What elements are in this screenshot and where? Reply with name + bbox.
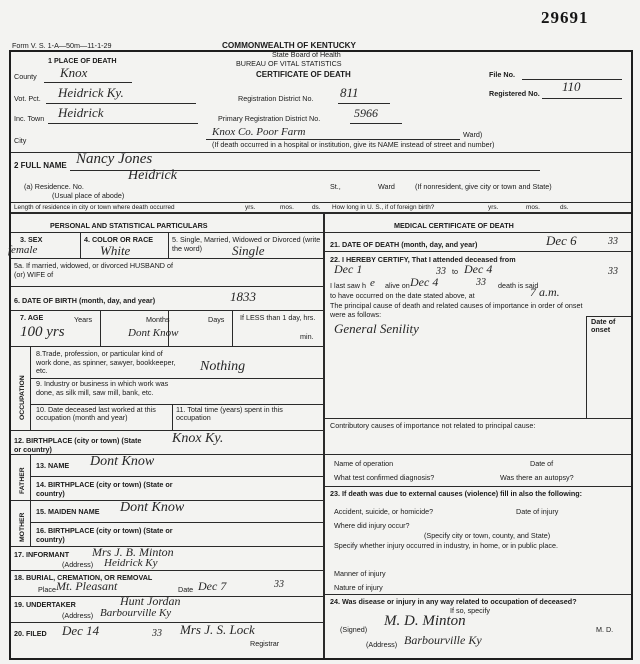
label-hospital-note: (If death occurred in a hospital or institution, give its NAME instead of street and number): [212, 140, 495, 149]
value-informant: Mrs J. B. Minton: [92, 545, 174, 559]
value-date-of-death: Dec 6: [546, 233, 577, 248]
value-informant-address: Heidrick Ky: [104, 557, 158, 569]
label-registration-district: Registration District No.: [238, 94, 314, 103]
value-attended-from-year: 33: [436, 266, 446, 277]
label-autopsy: Was there an autopsy?: [500, 473, 574, 482]
label-death-said: death is said: [498, 281, 539, 290]
label-residence: (a) Residence. No.: [24, 182, 84, 191]
label-test-confirmed: What test confirmed diagnosis?: [334, 473, 435, 482]
label-date-of: Date of: [530, 459, 554, 468]
label-primary-registration: Primary Registration District No.: [218, 114, 321, 123]
value-registration-district: 811: [340, 85, 359, 100]
label-where-injury: Where did injury occur?: [334, 521, 410, 530]
label-age-months: Months: [146, 315, 170, 324]
label-us-yrs: yrs.: [488, 204, 499, 211]
value-marital: Single: [232, 243, 265, 258]
label-contributory: Contributory causes of importance not related to principal cause:: [330, 421, 536, 430]
label-to: to: [452, 267, 458, 276]
label-date-of-onset: Date of onset: [591, 317, 616, 334]
label-filed: 20. FILED: [14, 629, 47, 638]
label-burial: 18. BURIAL, CREMATION, OR REMOVAL: [14, 573, 153, 582]
label-length-yrs: yrs.: [245, 204, 256, 211]
label-color: 4. COLOR OR RACE: [84, 235, 154, 244]
value-father-name: Dont Know: [90, 454, 155, 469]
label-name-operation: Name of operation: [334, 459, 394, 468]
value-attended-from: Dec 1: [334, 262, 363, 276]
header-commonwealth: COMMONWEALTH OF KENTUCKY: [222, 41, 357, 50]
label-husband-wife: 5a. If married, widowed, or divorced HUSBAND of (or) WIFE of: [14, 261, 173, 279]
label-us-ds: ds.: [560, 204, 569, 211]
label-age: 7. AGE: [20, 313, 44, 322]
label-file-no: File No.: [489, 70, 515, 79]
label-father-name: 13. NAME: [36, 461, 70, 470]
value-age-months: Dont Know: [128, 327, 179, 339]
label-father-vertical: FATHER: [19, 467, 26, 494]
label-mother-maiden: 15. MAIDEN NAME: [36, 507, 100, 516]
label-full-name: 2 FULL NAME: [14, 161, 67, 170]
label-marital: 5. Single, Married, Widowed or Divorced (write the word): [172, 235, 321, 253]
label-length-ds: ds.: [312, 204, 321, 211]
label-disease-occupation: 24. Was disease or injury in any way related to occupation of deceased?: [330, 597, 577, 606]
label-burial-date: Date: [178, 585, 194, 594]
label-trade: 8.Trade, profession, or particular kind of work done, as spinner, sawyer, bookkeeper, etc.: [36, 349, 176, 375]
label-age-years: Years: [74, 315, 93, 324]
value-undertaker-address: Barbourville Ky: [100, 607, 172, 619]
label-nature-injury: Nature of injury: [334, 583, 383, 592]
label-md: M. D.: [596, 625, 614, 634]
label-specify-industry: Specify whether injury occurred in industry, in home, or in public place.: [334, 541, 558, 550]
label-mother-vertical: MOTHER: [19, 512, 26, 542]
value-age-years: 100 yrs: [20, 324, 65, 340]
value-filed-date: Dec 14: [62, 623, 100, 638]
value-cause-of-death: General Senility: [334, 321, 419, 336]
label-if-so: If so, specify: [450, 606, 490, 615]
label-alive-on: alive on: [385, 281, 410, 290]
header-certificate-of-death: CERTIFICATE OF DEATH: [256, 70, 351, 79]
label-occupation-vertical: OCCUPATION: [19, 375, 26, 420]
value-burial-date: Dec 7: [198, 579, 227, 593]
label-burial-place: Place: [38, 585, 56, 594]
value-inc-town: Heidrick: [58, 105, 104, 120]
value-date-of-birth: 1833: [230, 289, 256, 304]
medical-certificate-title: MEDICAL CERTIFICATE OF DEATH: [394, 221, 514, 230]
place-of-death-title: 1 PLACE OF DEATH: [48, 56, 117, 65]
value-filed-year: 33: [152, 628, 162, 639]
value-color: White: [100, 243, 131, 258]
label-date-last-worked: 10. Date deceased last worked at this occupation (month and year): [36, 405, 156, 422]
label-undertaker-address: (Address): [62, 611, 94, 620]
value-attended-to-year: 33: [608, 266, 618, 277]
label-date-of-birth: 6. DATE OF BIRTH (month, day, and year): [14, 296, 156, 305]
value-undertaker: Hunt Jordan: [120, 594, 181, 608]
value-vot-pct: Heidrick Ky.: [58, 85, 124, 100]
label-us-mos: mos.: [526, 204, 540, 211]
label-date-injury: Date of injury: [516, 507, 559, 516]
label-accident: Accident, suicide, or homicide?: [334, 507, 434, 516]
label-hereby-certify: 22. I HEREBY CERTIFY, That I attended deceased from: [330, 255, 516, 264]
value-burial-year: 33: [274, 579, 284, 590]
label-age-min: min.: [300, 332, 314, 341]
label-residence-st: St.,: [330, 182, 341, 191]
personal-particulars-title: PERSONAL AND STATISTICAL PARTICULARS: [50, 221, 208, 230]
value-signature: M. D. Minton: [384, 613, 466, 629]
label-date-of-death: 21. DATE OF DEATH (month, day, and year): [330, 240, 478, 249]
label-registered-no: Registered No.: [489, 89, 540, 98]
value-trade: Nothing: [200, 359, 246, 374]
value-last-saw-year: 33: [476, 277, 486, 288]
label-signed: (Signed): [340, 625, 368, 634]
label-inc-town: Inc. Town: [14, 114, 45, 123]
label-length-mos: mos.: [280, 204, 294, 211]
label-informant-address: (Address): [62, 560, 94, 569]
label-vot-pct: Vot. Pct.: [14, 94, 41, 103]
label-county: County: [14, 72, 37, 81]
value-death-year: 33: [608, 236, 618, 247]
value-sex: female: [8, 244, 38, 256]
label-father-birthplace: 14. BIRTHPLACE (city or town) (State or country): [36, 480, 173, 498]
value-occurred-time: 7 a.m.: [530, 285, 560, 299]
label-occurred-on: to have occurred on the date stated above, at: [330, 291, 475, 300]
label-manner-injury: Manner of injury: [334, 569, 386, 578]
value-hospital: Knox Co. Poor Farm: [212, 126, 306, 138]
value-birthplace: Knox Ky.: [172, 431, 224, 446]
label-signature-address: (Address): [366, 640, 398, 649]
label-nonresident: (If nonresident, give city or town and State): [415, 182, 552, 191]
label-how-long-us: How long in U. S., if of foreign birth?: [332, 204, 435, 211]
label-principal-cause: The principal cause of death and related causes of importance in order of onset were as follows:: [330, 301, 583, 319]
value-last-saw-date: Dec 4: [410, 275, 439, 289]
value-full-name: Nancy Jones: [76, 151, 153, 167]
value-burial-place: Mt. Pleasant: [56, 579, 118, 593]
value-registrar: Mrs J. S. Lock: [180, 622, 255, 637]
label-ward: Ward): [463, 130, 483, 139]
label-sex: 3. SEX: [20, 235, 43, 244]
label-city: City: [14, 136, 27, 145]
label-industry: 9. Industry or business in which work was done, as silk mill, saw mill, bank, etc.: [36, 379, 169, 397]
value-last-saw-pronoun: e: [370, 277, 375, 289]
value-primary-district: 5966: [354, 106, 378, 120]
value-mother-maiden: Dont Know: [120, 500, 185, 515]
certificate-stamp-number: 29691: [541, 8, 589, 27]
label-length-residence: Length of residence in city or town where death occurred: [14, 204, 175, 211]
value-signature-address: Barbourville Ky: [404, 633, 482, 647]
header-state-board: State Board of Health: [272, 50, 341, 59]
value-attended-to: Dec 4: [464, 262, 493, 276]
label-last-saw: I last saw h: [330, 281, 366, 290]
label-undertaker: 19. UNDERTAKER: [14, 600, 76, 609]
label-informant: 17. INFORMANT: [14, 550, 70, 559]
header-bureau: BUREAU OF VITAL STATISTICS: [236, 59, 342, 68]
label-birthplace: 12. BIRTHPLACE (city or town) (State or country): [14, 436, 142, 454]
label-age-days: Days: [208, 315, 225, 324]
label-total-time: 11. Total time (years) spent in this occupation: [176, 405, 283, 422]
value-county: Knox: [60, 65, 88, 80]
value-residence: Heidrick: [128, 168, 177, 183]
label-residence-ward: Ward: [378, 182, 395, 191]
label-specify-city: (Specify city or town, county, and State): [424, 531, 551, 540]
label-usual-place: (Usual place of abode): [52, 191, 125, 200]
label-external-causes: 23. If death was due to external causes (violence) fill in also the following:: [330, 489, 583, 498]
form-id: Form V. S. 1-A—50m—11-1-29: [12, 41, 112, 50]
value-registered-no: 110: [562, 79, 581, 94]
label-registrar: Registrar: [250, 639, 280, 648]
label-less-than-day: If LESS than 1 day, hrs.: [240, 313, 316, 322]
label-mother-birthplace: 16. BIRTHPLACE (city or town) (State or country): [36, 526, 173, 544]
